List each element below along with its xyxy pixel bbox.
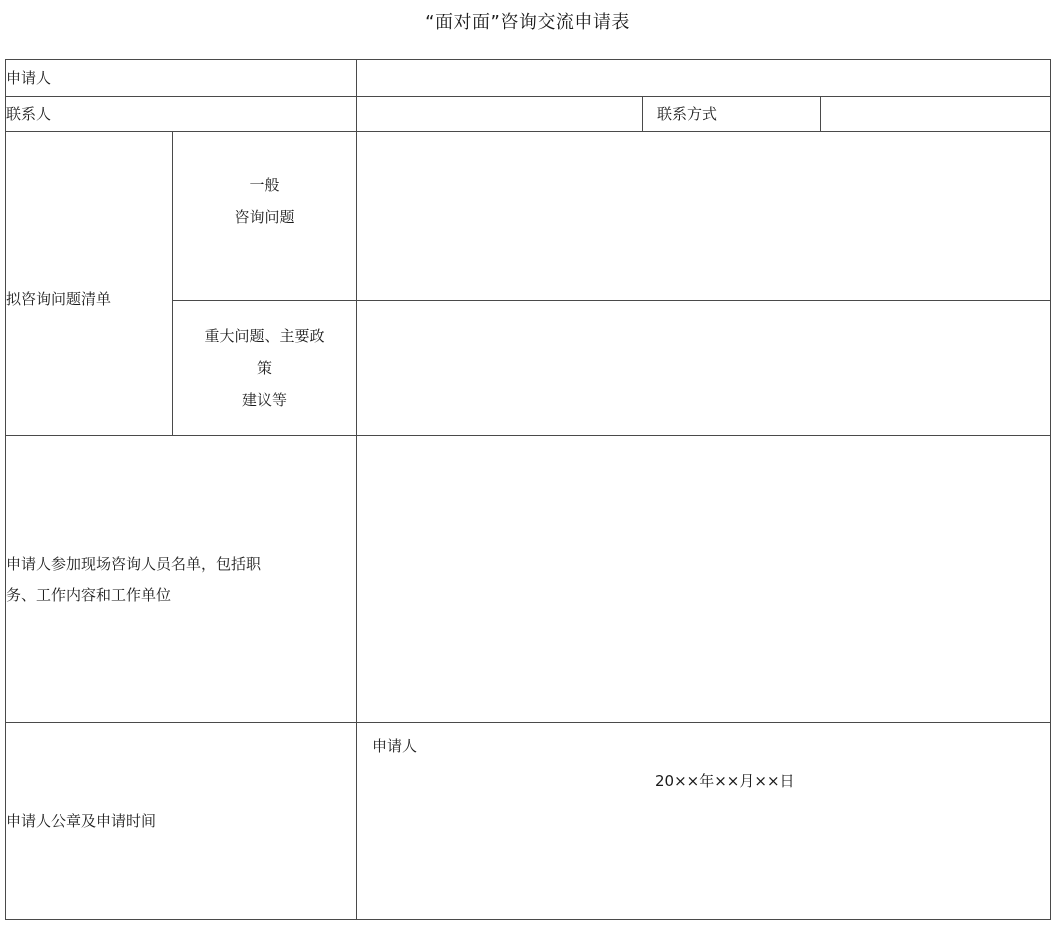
- attendees-label: [6, 436, 357, 723]
- general-question-label-line2: 咨询问题: [234, 208, 295, 226]
- major-issue-label-line2: 策: [257, 359, 273, 377]
- applicant-row: [6, 60, 1051, 97]
- contact-method-label: 联系方式: [643, 97, 821, 132]
- attendees-row: [6, 436, 1051, 723]
- contact-row: [6, 97, 1051, 132]
- major-issue-label-line3: 建议等: [242, 391, 288, 409]
- page-title: “面对面”咨询交流申请表: [425, 12, 630, 33]
- application-date: 20××年××月××日: [655, 772, 795, 790]
- question-list-label: 拟咨询问题清单: [6, 132, 173, 436]
- signature-wrap: [357, 723, 1050, 919]
- seal-time-row: [6, 723, 1051, 920]
- applicant-label: 申请人: [6, 60, 357, 97]
- signature-label: 申请人: [372, 737, 418, 755]
- application-form-table: [5, 59, 1051, 920]
- general-question-row: [6, 132, 1051, 301]
- attendees-label-line2: 务、工作内容和工作单位: [6, 585, 172, 604]
- signature-area[interactable]: [357, 723, 1051, 920]
- contact-field[interactable]: [357, 97, 643, 132]
- general-question-label: [173, 132, 357, 301]
- general-question-label-line1: 一般: [249, 176, 280, 194]
- contact-label: 联系人: [6, 97, 357, 132]
- contact-method-field[interactable]: [821, 97, 1051, 132]
- major-issue-label: [173, 301, 357, 436]
- seal-time-label: 申请人公章及申请时间: [6, 723, 357, 920]
- attendees-field[interactable]: [357, 436, 1051, 723]
- applicant-field[interactable]: [357, 60, 1051, 97]
- major-issue-field[interactable]: [357, 301, 1051, 436]
- major-issue-label-line1: 重大问题、主要政: [204, 327, 325, 345]
- attendees-label-line1: 申请人参加现场咨询人员名单，包括职: [6, 554, 262, 573]
- general-question-field[interactable]: [357, 132, 1051, 301]
